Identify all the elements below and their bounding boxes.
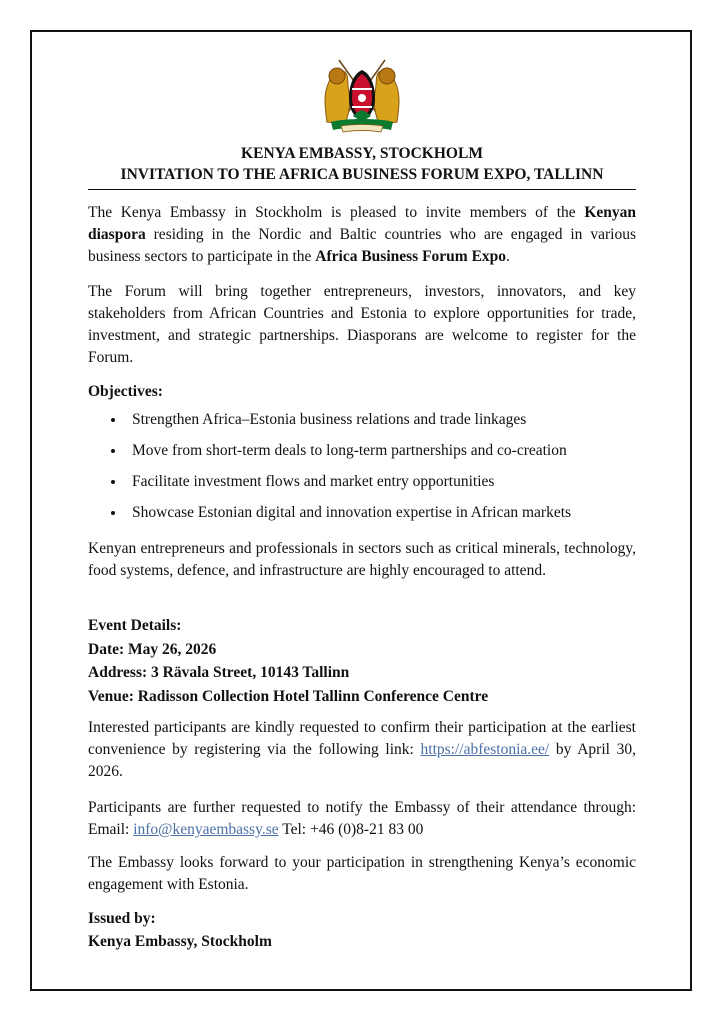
registration-text: Interested participants are kindly requested to confirm their participation at the earliest convenience by registering via the following link:: [88, 719, 636, 758]
event-date: Date: May 26, 2026: [88, 640, 217, 658]
intro-text-2: residing in the Nordic and Baltic countries who are engaged in various business sectors to participate in the: [88, 226, 636, 265]
email-link[interactable]: info@kenyaembassy.se: [133, 821, 279, 838]
notify-text: Participants are further requested to notify the Embassy of their attendance through: Email:: [88, 799, 636, 838]
registration-deadline: by April 30, 2026.: [88, 741, 636, 780]
header-divider: [88, 189, 636, 190]
registration-paragraph: [88, 717, 636, 783]
registration-link[interactable]: https://abfestonia.ee/: [420, 741, 550, 758]
header-invitation-title: INVITATION TO THE AFRICA BUSINESS FORUM EXPO, TALLINN: [120, 166, 604, 183]
event-details-heading: Event Details:: [88, 617, 182, 634]
objectives-list: [110, 409, 640, 533]
objective-item: [110, 471, 640, 502]
kenya-coat-of-arms-emblem: [319, 52, 405, 136]
objective-text: Showcase Estonian digital and innovation expertise in African markets: [132, 504, 572, 521]
event-venue: Venue: Radisson Collection Hotel Tallinn Conference Centre: [88, 687, 489, 705]
intro-text-3: .: [506, 248, 510, 265]
objective-item: [110, 502, 640, 533]
bullet-icon: [111, 511, 115, 515]
notify-paragraph: [88, 797, 636, 841]
objective-text: Move from short-term deals to long-term partnerships and co-creation: [132, 442, 567, 459]
event-address: Address: 3 Rävala Street, 10143 Tallinn: [88, 664, 350, 681]
sectors-paragraph: Kenyan entrepreneurs and professionals in sectors such as critical minerals, technology, food systems, defence, and infrastructure are highly encouraged to attend.: [88, 540, 636, 579]
intro-paragraph: [88, 202, 636, 268]
phone-text: Tel: +46 (0)8-21 83 00: [278, 821, 424, 838]
issued-by-label: Issued by:: [88, 910, 156, 927]
objective-item: [110, 409, 640, 440]
bullet-icon: [111, 480, 115, 484]
bullet-icon: [111, 418, 115, 422]
objective-text: Strengthen Africa–Estonia business relations and trade linkages: [132, 411, 527, 428]
bullet-icon: [111, 449, 115, 453]
issued-by-name: Kenya Embassy, Stockholm: [88, 933, 272, 950]
closing-paragraph: The Embassy looks forward to your participation in strengthening Kenya’s economic engagement with Estonia.: [88, 854, 636, 893]
intro-text-1: The Kenya Embassy in Stockholm is pleased to invite members of the: [88, 204, 585, 221]
objective-text: Facilitate investment flows and market entry opportunities: [132, 473, 495, 490]
intro-bold-expo: Africa Business Forum Expo: [315, 248, 507, 265]
issued-by-block: [88, 907, 636, 953]
objective-item: [110, 440, 640, 471]
forum-paragraph: The Forum will bring together entrepreneurs, investors, innovators, and key stakeholders from African Countries and Estonia to explore opportunities for trade, investment, and strategic partnerships. Diasporans are welcome to register for the Forum.: [88, 283, 636, 366]
intro-bold-diaspora: Kenyan diaspora: [88, 204, 636, 243]
header-embassy-title: KENYA EMBASSY, STOCKHOLM: [241, 145, 483, 162]
objectives-heading: Objectives:: [88, 383, 163, 400]
event-details: [88, 614, 636, 708]
